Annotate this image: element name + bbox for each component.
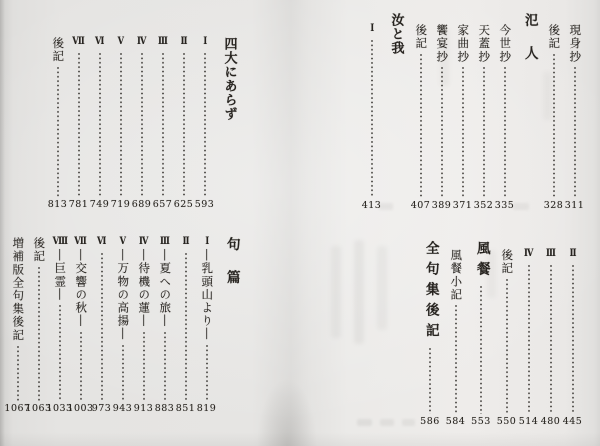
entry-label: 後記 — [547, 24, 562, 51]
dotted-leader — [462, 67, 464, 197]
roman-numeral: IV — [137, 36, 146, 47]
entry-label: ―万物の高揚― — [116, 249, 131, 341]
page-number: 407 — [410, 199, 431, 211]
toc-entry — [195, 37, 214, 209]
dotted-leader — [553, 54, 555, 197]
page-number: 480 — [540, 415, 561, 427]
toc-section-title — [417, 239, 443, 426]
toc-section-title — [383, 9, 409, 210]
page-number: 553 — [471, 415, 491, 427]
dotted-leader — [206, 345, 208, 401]
roman-numeral: VII — [74, 236, 87, 247]
dotted-leader — [183, 53, 185, 197]
dotted-leader — [120, 53, 122, 197]
entry-label: ―待機の蓮― — [137, 249, 152, 328]
entry-label: 後記 — [414, 24, 429, 51]
entry-label: 後記 — [32, 237, 47, 264]
toc-entry — [90, 37, 109, 209]
dotted-leader — [38, 267, 40, 400]
page-number: 311 — [564, 199, 585, 211]
page-number: 719 — [110, 198, 131, 210]
page-number: 1003 — [67, 402, 94, 414]
page-number: 1063 — [25, 402, 52, 414]
toc-entry — [132, 37, 151, 209]
roman-numeral: III — [157, 36, 168, 47]
entry-label: 風餐小記 — [449, 249, 464, 302]
toc-quadrant-bottom-right — [417, 239, 582, 426]
toc-entry — [432, 9, 451, 210]
page-number: 973 — [91, 402, 112, 414]
entry-label: 現身抄 — [568, 24, 583, 64]
entry-label: 句 篇 — [223, 237, 240, 287]
toc-entry — [25, 237, 52, 414]
bleed-through-smudge — [354, 240, 364, 344]
toc-entry — [48, 37, 67, 209]
dotted-leader — [455, 305, 457, 413]
dotted-leader — [59, 305, 61, 400]
page-number: 593 — [194, 198, 215, 210]
toc-quadrant-top-left — [48, 37, 242, 209]
bleed-through-smudge — [377, 246, 387, 330]
dotted-leader — [572, 265, 574, 414]
toc-entry — [174, 37, 193, 209]
dotted-leader — [441, 67, 443, 197]
dotted-leader — [162, 53, 164, 197]
page-number: 445 — [562, 415, 583, 427]
bleed-through-smudge — [380, 419, 394, 426]
page-number: 328 — [543, 199, 564, 211]
toc-entry — [153, 37, 172, 209]
toc-entry — [46, 236, 73, 414]
toc-entry — [111, 37, 130, 209]
toc-entry — [176, 237, 195, 413]
toc-section-title — [516, 9, 542, 210]
toc-section-title — [218, 237, 244, 413]
roman-numeral: I — [202, 36, 207, 47]
entry-label: 饗宴抄 — [435, 24, 450, 64]
toc-quadrant-top-right — [362, 9, 584, 210]
entry-label: 後記 — [500, 249, 515, 276]
toc-entry — [92, 237, 111, 413]
page-number: 335 — [494, 199, 515, 211]
toc-entry — [69, 37, 88, 209]
entry-label: 増補版全句集後記 — [11, 237, 26, 342]
entry-label: 全句集後記 — [422, 241, 439, 344]
roman-numeral: I — [369, 23, 374, 34]
dotted-leader — [122, 345, 124, 401]
dotted-leader — [480, 286, 482, 414]
roman-numeral: V — [117, 36, 124, 47]
toc-entry — [4, 237, 31, 414]
toc-entry — [134, 237, 153, 413]
toc-quadrant-bottom-left — [4, 236, 244, 414]
page-number: 352 — [473, 199, 494, 211]
page-number: 550 — [496, 415, 517, 427]
toc-entry — [519, 239, 538, 426]
dotted-leader — [504, 67, 506, 197]
entry-label: 後記 — [51, 37, 66, 64]
roman-numeral: IV — [524, 248, 533, 259]
page-number: 371 — [452, 199, 473, 211]
roman-numeral: VII — [72, 36, 85, 47]
dotted-leader — [99, 53, 101, 197]
dotted-leader — [550, 265, 552, 414]
dotted-leader — [101, 253, 103, 401]
toc-entry — [474, 9, 493, 210]
page-number: 781 — [68, 198, 89, 210]
page-number: 586 — [420, 415, 440, 427]
bleed-through-smudge — [331, 246, 341, 338]
dotted-leader — [80, 332, 82, 401]
dotted-leader — [483, 67, 485, 197]
page-number: 819 — [196, 402, 217, 414]
page-number: 913 — [133, 402, 154, 414]
dotted-leader — [164, 332, 166, 401]
roman-numeral: II — [180, 36, 187, 47]
entry-label: 汝と我 — [388, 13, 404, 55]
entry-label: 今世抄 — [498, 24, 513, 64]
dotted-leader — [185, 253, 187, 401]
roman-numeral: II — [182, 236, 189, 247]
dotted-leader — [17, 346, 19, 401]
toc-entry — [544, 9, 563, 210]
dotted-leader — [204, 53, 206, 197]
roman-numeral: VI — [95, 36, 104, 47]
toc-entry — [495, 9, 514, 210]
page-number: 657 — [152, 198, 173, 210]
roman-numeral: V — [119, 236, 126, 247]
dotted-leader — [528, 265, 530, 414]
roman-numeral: IV — [139, 236, 148, 247]
entry-label: 氾 人 — [521, 13, 538, 63]
toc-section-title — [216, 37, 242, 209]
roman-numeral: III — [159, 236, 170, 247]
roman-numeral: I — [204, 236, 209, 247]
entry-label: 家曲抄 — [456, 24, 471, 64]
toc-entry — [67, 236, 94, 414]
page-number: 689 — [131, 198, 152, 210]
page-number: 413 — [361, 199, 382, 211]
page-number: 514 — [518, 415, 539, 427]
toc-entry — [411, 9, 430, 210]
toc-section-title — [468, 239, 494, 426]
page-number: 1033 — [46, 402, 73, 414]
entry-label: ―乳頭山より― — [200, 249, 215, 341]
roman-numeral: II — [569, 248, 576, 259]
dotted-leader — [371, 40, 373, 198]
roman-numeral: VI — [97, 236, 106, 247]
toc-entry — [497, 239, 516, 426]
dotted-leader — [429, 348, 431, 414]
entry-label: 四大にあらず — [221, 37, 237, 121]
toc-entry — [113, 237, 132, 413]
page-number: 584 — [445, 415, 466, 427]
dotted-leader — [57, 67, 59, 196]
toc-entry — [541, 239, 560, 426]
roman-numeral: III — [545, 248, 556, 259]
entry-label: ―巨霊― — [53, 249, 68, 302]
bleed-through-smudge — [357, 419, 372, 426]
page-number: 943 — [112, 402, 133, 414]
roman-numeral: VIII — [52, 236, 67, 247]
toc-entry — [453, 9, 472, 210]
toc-entry — [362, 9, 381, 210]
page-number: 389 — [431, 199, 452, 211]
bleed-through-smudge — [402, 419, 415, 426]
toc-entry — [563, 239, 582, 426]
toc-entry — [155, 237, 174, 413]
page-number: 851 — [175, 402, 196, 414]
toc-entry — [197, 237, 216, 413]
page-number: 883 — [154, 402, 175, 414]
toc-entry — [565, 9, 584, 210]
page-number: 813 — [47, 198, 68, 210]
dotted-leader — [141, 53, 143, 197]
entry-label: ―交響の秋― — [74, 249, 89, 328]
page-number: 1067 — [4, 402, 31, 414]
entry-label: 天蓋抄 — [477, 24, 492, 64]
dotted-leader — [143, 332, 145, 401]
page-number: 625 — [173, 198, 194, 210]
page-number: 749 — [89, 198, 110, 210]
dotted-leader — [506, 279, 508, 413]
dotted-leader — [420, 54, 422, 197]
entry-label: 風餐 — [473, 241, 490, 282]
toc-entry — [446, 239, 465, 426]
entry-label: ―夏への旅― — [158, 249, 173, 328]
dotted-leader — [78, 53, 80, 197]
dotted-leader — [574, 67, 576, 197]
